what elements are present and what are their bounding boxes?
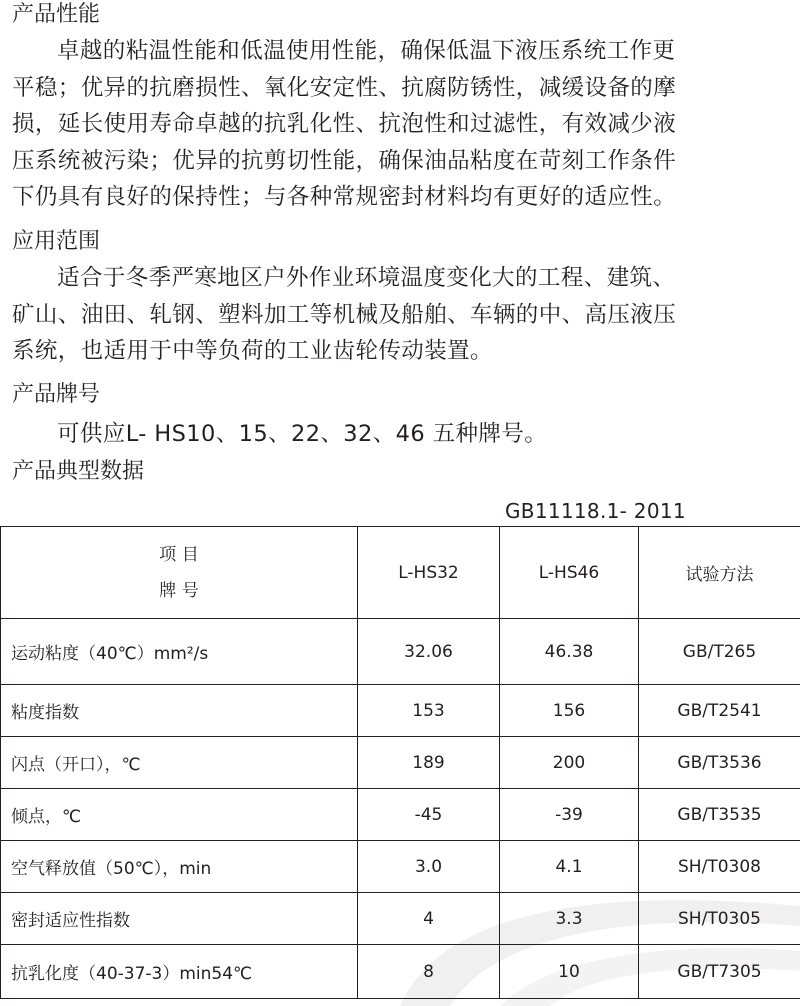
row-method: SH/T0305 — [639, 893, 800, 945]
row-method: GB/T2541 — [639, 685, 800, 737]
row-name: 粘度指数 — [1, 685, 358, 737]
row-name: 抗乳化度（40-37-3）min54℃ — [1, 945, 358, 999]
row-method: GB/T3536 — [639, 737, 800, 789]
text-line: 卓越的粘温性能和低温使用性能，确保低温下液压系统工作更 — [57, 38, 676, 64]
row-value-lhs32: 3.0 — [358, 841, 500, 893]
row-value-lhs32: 4 — [358, 893, 500, 945]
grades-title: 产品牌号 — [12, 382, 101, 407]
text-line: 可供应L- HS10、15、22、32、46 五种牌号。 — [57, 421, 548, 447]
row-value-lhs46: 4.1 — [500, 841, 639, 893]
header-grade-label: 牌 号 — [159, 580, 199, 601]
row-value-lhs46: 200 — [500, 737, 639, 789]
row-method: SH/T0308 — [639, 841, 800, 893]
standard-number: GB11118.1- 2011 — [505, 499, 686, 523]
header-col-lhs46: L-HS46 — [500, 527, 639, 619]
row-name: 密封适应性指数 — [1, 893, 358, 945]
row-value-lhs46: -39 — [500, 789, 639, 841]
grades-text — [12, 416, 788, 453]
table-row — [1, 893, 800, 945]
text-line: 损，延长使用寿命卓越的抗乳化性、抗泡性和过滤性，有效减少液 — [12, 111, 677, 137]
row-name: 倾点，℃ — [1, 789, 358, 841]
row-value-lhs46: 10 — [500, 945, 639, 999]
text-line: 适合于冬季严寒地区户外作业环境温度变化大的工程、建筑、 — [57, 265, 676, 291]
table-row — [1, 737, 800, 789]
text-line: 平稳；优异的抗磨损性、氧化安定性、抗腐防锈性，减缓设备的摩 — [12, 74, 677, 101]
row-value-lhs32: 189 — [358, 737, 500, 789]
header-col-method: 试验方法 — [639, 527, 800, 619]
row-name: 闪点（开口），℃ — [1, 737, 358, 789]
application-title: 应用范围 — [12, 229, 101, 254]
row-value-lhs32: 8 — [358, 945, 500, 999]
row-value-lhs46: 46.38 — [500, 619, 639, 685]
row-method: GB/T265 — [639, 619, 800, 685]
table-row — [1, 841, 800, 893]
header-col-lhs32: L-HS32 — [358, 527, 500, 619]
row-name: 空气释放值（50℃），min — [1, 841, 358, 893]
table-row — [1, 789, 800, 841]
row-name: 运动粘度（40℃）mm²/s — [1, 619, 358, 685]
header-item-label: 项 目 — [159, 544, 199, 565]
row-value-lhs32: -45 — [358, 789, 500, 841]
header-item-grade — [1, 527, 358, 619]
performance-title: 产品性能 — [12, 2, 101, 27]
application-text — [12, 260, 788, 370]
row-method: GB/T7305 — [639, 945, 800, 999]
row-value-lhs46: 3.3 — [500, 893, 639, 945]
row-value-lhs32: 153 — [358, 685, 500, 737]
text-line: 下仍具有良好的保持性；与各种常规密封材料均有更好的适应性。 — [12, 184, 677, 210]
row-value-lhs46: 156 — [500, 685, 639, 737]
table-header-row — [1, 527, 800, 619]
text-line: 矿山、油田、轧钢、塑料加工等机械及船舶、车辆的中、高压液压 — [12, 301, 677, 328]
row-value-lhs32: 32.06 — [358, 619, 500, 685]
text-line: 系统，也适用于中等负荷的工业齿轮传动装置。 — [12, 338, 493, 364]
performance-text — [12, 33, 788, 216]
table-row — [1, 945, 800, 999]
row-method: GB/T3535 — [639, 789, 800, 841]
typical-data-table — [0, 526, 800, 999]
text-line: 压系统被污染；优异的抗剪切性能，确保油品粘度在苛刻工作条件 — [12, 147, 677, 174]
table-row — [1, 619, 800, 685]
table-row — [1, 685, 800, 737]
typical-data-title: 产品典型数据 — [12, 459, 145, 484]
